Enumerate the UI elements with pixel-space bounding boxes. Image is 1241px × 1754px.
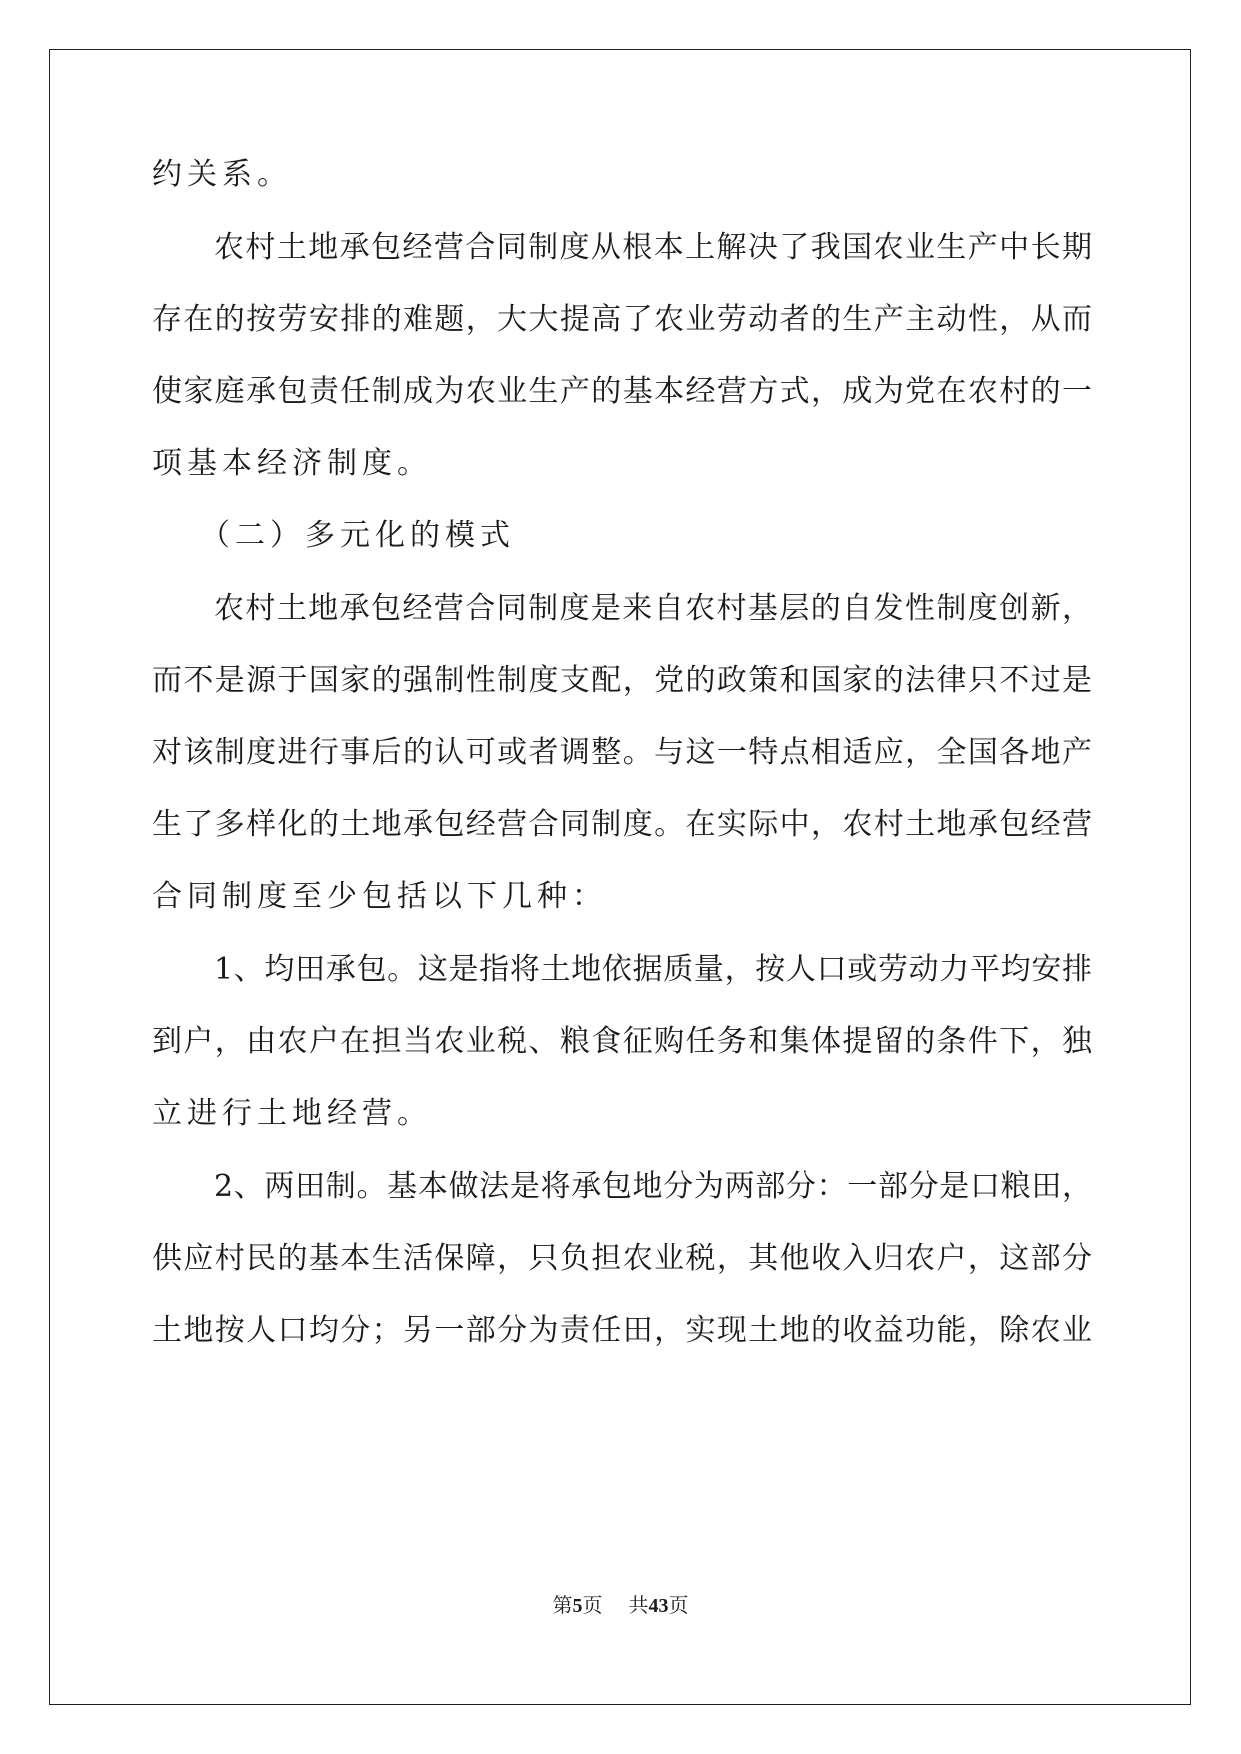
paragraph-line: 使家庭承包责任制成为农业生产的基本经营方式，成为党在农村的一 [152,374,1092,409]
total-pages: 43 [648,1595,669,1617]
section-heading: （二）多元化的模式 [200,518,515,553]
total-prefix: 共 [628,1593,649,1617]
page-number: 5 [572,1595,583,1617]
paragraph-line: 合同制度至少包括以下几种： [152,879,607,914]
paragraph-line: 供应村民的基本生活保障，只负担农业税，其他收入归农户，这部分 [152,1241,1092,1276]
paragraph-line: 而不是源于国家的强制性制度支配，党的政策和国家的法律只不过是 [152,663,1092,698]
paragraph-line: 到户，由农户在担当农业税、粮食征购任务和集体提留的条件下，独 [152,1024,1092,1059]
paragraph-line: 立进行土地经营。 [152,1096,432,1131]
total-suffix: 页 [668,1593,689,1617]
paragraph-line: 存在的按劳安排的难题，大大提高了农业劳动者的生产主动性，从而 [152,302,1092,337]
page-prefix: 第 [552,1593,573,1617]
paragraph-line: 农村土地承包经营合同制度从根本上解决了我国农业生产中长期 [214,230,1092,265]
paragraph-line: 生了多样化的土地承包经营合同制度。在实际中，农村土地承包经营 [152,807,1092,842]
paragraph-line: 项基本经济制度。 [152,446,432,481]
paragraph-line: 土地按人口均分；另一部分为责任田，实现土地的收益功能，除农业 [152,1313,1092,1348]
page-footer [0,1590,1241,1621]
paragraph-line: 对该制度进行事后的认可或者调整。与这一特点相适应，全国各地产 [152,735,1092,770]
paragraph-line: 1、均田承包。这是指将土地依据质量，按人口或劳动力平均安排 [214,952,1092,987]
paragraph-line: 农村土地承包经营合同制度是来自农村基层的自发性制度创新， [214,591,1092,626]
page-suffix: 页 [582,1593,603,1617]
text-line-continuation: 约关系。 [152,157,292,192]
paragraph-line: 2、两田制。基本做法是将承包地分为两部分：一部分是口粮田， [214,1169,1092,1204]
